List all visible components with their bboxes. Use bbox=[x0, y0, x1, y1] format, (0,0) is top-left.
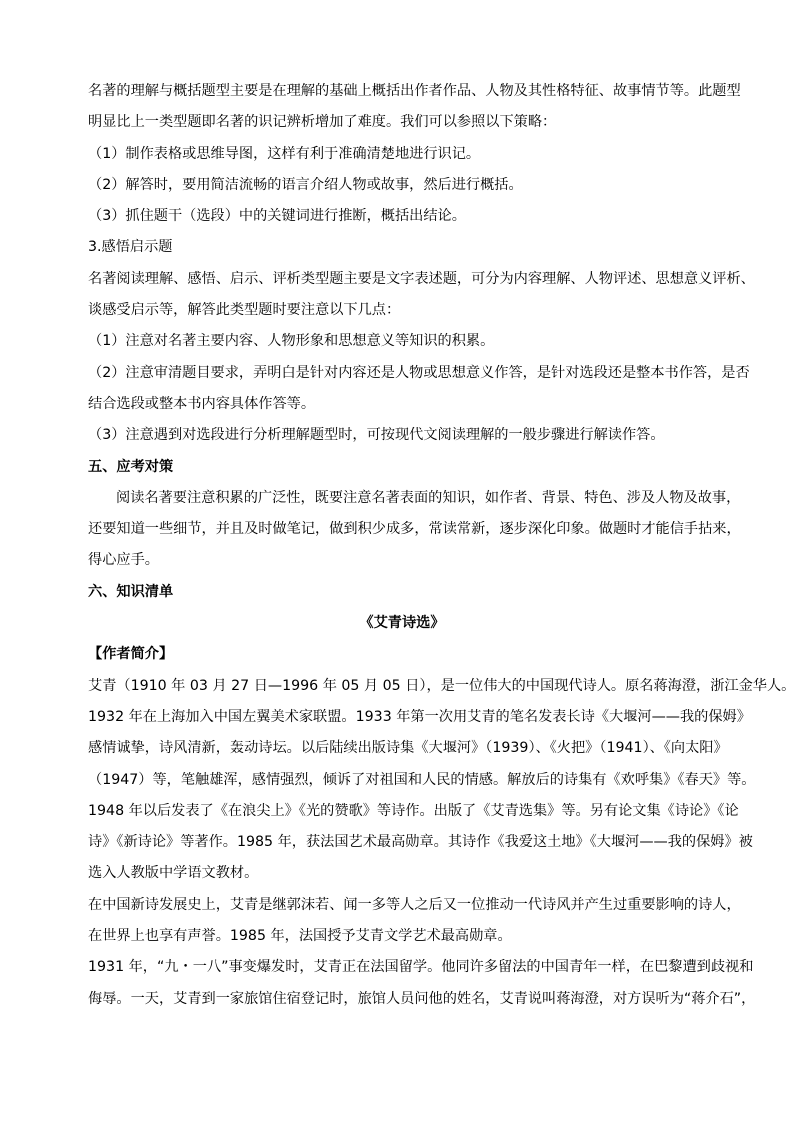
document-page bbox=[88, 76, 795, 1015]
paragraph-line: 1932 年在上海加入中国左翼美术家联盟。1933 年第一次用艾青的笔名发表长诗《大堰河——我的保姆》 bbox=[88, 708, 751, 725]
paragraph-line: 1931 年，“九・一八”事变爆发时，艾青正在法国留学。他同许多留法的中国青年一样，在巴黎遭到歧视和 bbox=[88, 959, 754, 976]
paragraph-line: 名著阅读理解、感悟、启示、评析类型题主要是文字表述题，可分为内容理解、人物评述、思想意义评析、 bbox=[88, 270, 755, 287]
book-title: 《艾青诗选》 bbox=[359, 615, 445, 632]
list-item: （2）解答时，要用简洁流畅的语言介绍人物或故事，然后进行概括。 bbox=[88, 176, 523, 193]
paragraph-line: 还要知道一些细节，并且及时做笔记，做到积少成多，常读常新，逐步深化印象。做题时才能信手拈来， bbox=[88, 521, 741, 538]
subheading: 3.感悟启示题 bbox=[88, 239, 173, 256]
list-item: （1）注意对名著主要内容、人物形象和思想意义等知识的积累。 bbox=[88, 333, 495, 350]
paragraph-line: 在中国新诗发展史上，艾青是继郭沫若、闻一多等人之后又一位推动一代诗风并产生过重要影响的诗人， bbox=[88, 896, 741, 913]
paragraph-line: 阅读名著要注意积累的广泛性，既要注意名著表面的知识，如作者、背景、特色、涉及人物及故事， bbox=[116, 489, 741, 506]
paragraph-line: 1948 年以后发表了《在浪尖上》《光的赞歌》等诗作。出版了《艾青选集》等。另有论文集《诗论》《论 bbox=[88, 802, 739, 819]
author-intro-heading: 【作者简介】 bbox=[88, 646, 174, 663]
paragraph-line: 名著的理解与概括题型主要是在理解的基础上概括出作者作品、人物及其性格特征、故事情节等。此题型 bbox=[88, 83, 741, 99]
paragraph-line: 选入人教版中学语文教材。 bbox=[88, 865, 259, 882]
list-item: （1）制作表格或思维导图，这样有利于准确清楚地进行识记。 bbox=[88, 145, 481, 162]
paragraph-line: 谈感受启示等，解答此类型题时要注意以下几点： bbox=[88, 302, 401, 319]
paragraph-line: 得心应手。 bbox=[88, 552, 159, 569]
paragraph-line: 诗》《新诗论》等著作。1985 年，获法国艺术最高勋章。其诗作《我爱这土地》《大堰河——我的保姆》被 bbox=[88, 834, 753, 851]
paragraph-line: （1947）等，笔触雄浑，感情强烈，倾诉了对祖国和人民的情感。解放后的诗集有《欢呼集》《春天》等。 bbox=[88, 771, 756, 788]
list-item: （2）注意审清题目要求，弄明白是针对内容还是人物或思想意义作答，是针对选段还是整本书作答，是否 bbox=[88, 364, 750, 381]
list-item: （3）注意遇到对选段进行分析理解题型时，可按现代文阅读理解的一般步骤进行解读作答。 bbox=[88, 427, 665, 444]
section-heading: 五、应考对策 bbox=[88, 458, 174, 475]
paragraph-line: 明显比上一类型题即名著的识记辨析增加了难度。我们可以参照以下策略： bbox=[88, 114, 557, 131]
paragraph-line: 在世界上也享有声誉。1985 年，法国授予艾青文学艺术最高勋章。 bbox=[88, 928, 512, 945]
section-heading: 六、知识清单 bbox=[88, 583, 174, 600]
paragraph-line: 侮辱。一天，艾青到一家旅馆住宿登记时，旅馆人员问他的姓名，艾青说叫蒋海澄，对方误听为“蒋介石”， bbox=[88, 990, 756, 1007]
paragraph-line: 艾青（1910 年 03 月 27 日—1996 年 05 月 05 日），是一位伟大的中国现代诗人。原名蒋海澄，浙江金华人。 bbox=[88, 677, 795, 694]
paragraph-line: 结合选段或整本书内容具体作答等。 bbox=[88, 395, 316, 412]
paragraph-line: 感情诚挚，诗风清新，轰动诗坛。以后陆续出版诗集《大堰河》（1939）、《火把》（1941）、《向太阳》 bbox=[88, 740, 728, 757]
list-item: （3）抓住题干（选段）中的关键词进行推断，概括出结论。 bbox=[88, 208, 466, 225]
